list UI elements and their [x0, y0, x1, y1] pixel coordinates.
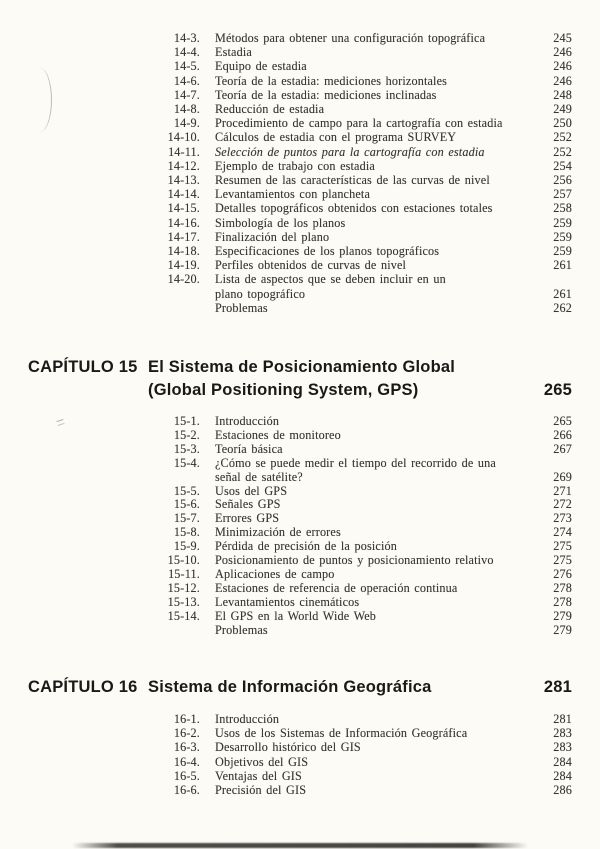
chapter-16-entries — [140, 712, 572, 797]
entry-title-line1: Cálculos de estadia con el programa SURVEY — [215, 130, 457, 145]
entry-title — [215, 301, 538, 315]
entry-title-line1: Problemas — [215, 622, 268, 637]
entry-page-number: 278 — [553, 594, 572, 609]
entry-title-line1: Errores GPS — [215, 511, 280, 526]
entry-title — [215, 201, 538, 215]
entry-number: 15-11. — [168, 566, 200, 581]
entry-title — [215, 443, 538, 457]
entry-title-line1: Precisión del GIS — [215, 783, 307, 798]
chapter-16-title — [148, 676, 532, 699]
entry-title — [215, 624, 538, 638]
entry-page-number: 252 — [553, 144, 572, 159]
toc-entry-row — [140, 596, 572, 610]
entry-title-line1: Estadia — [215, 45, 252, 60]
entry-page-number: 274 — [553, 525, 572, 540]
entry-page-number: 272 — [553, 497, 572, 512]
chapter-15-title-line2: (Global Positioning System, GPS) — [148, 381, 419, 399]
entry-title — [215, 726, 538, 740]
entry-title-line1: Teoría básica — [215, 441, 283, 456]
toc-entry-row — [140, 568, 572, 582]
entry-title — [215, 596, 538, 610]
page-bottom-scan-shadow — [72, 843, 528, 848]
entry-number: 16-2. — [173, 726, 200, 741]
entry-page-number: 252 — [553, 130, 572, 145]
entry-page-number: 259 — [553, 244, 572, 259]
entry-title-line1: Detalles topográficos obtenidos con estaciones totales — [215, 201, 493, 216]
entry-number: 14-8. — [173, 102, 200, 117]
entry-title-line1: Objetivos del GIS — [215, 754, 309, 769]
entry-number: 16-3. — [173, 740, 200, 755]
entry-title — [215, 45, 538, 59]
entry-title-line1: Problemas — [215, 300, 268, 315]
entry-title — [215, 783, 538, 797]
entry-title — [215, 159, 538, 173]
entry-number: 14-6. — [173, 73, 200, 88]
entry-title-line1: Métodos para obtener una configuración topográfica — [215, 31, 486, 45]
entry-title-line1: Ventajas del GIS — [215, 768, 302, 783]
entry-title — [215, 429, 538, 443]
entry-page-number: 262 — [553, 300, 572, 315]
chapter-15-entries — [140, 415, 572, 638]
entry-page-number: 284 — [553, 754, 572, 769]
entry-title-line1: Usos del GPS — [215, 483, 288, 498]
entry-title-line1: Procedimiento de campo para la cartografía con estadia — [215, 116, 503, 131]
entry-title-line1: Teoría de la estadia: mediciones horizontales — [215, 73, 448, 88]
entry-title-line1: Equipo de estadia — [215, 59, 307, 74]
toc-entry-row — [140, 582, 572, 596]
entry-number: 15-14. — [167, 608, 200, 623]
entry-title-line1: Especificaciones de los planos topográficos — [215, 244, 440, 259]
entry-title — [215, 187, 538, 201]
entry-title-line1: Estaciones de referencia de operación continua — [215, 580, 458, 595]
entry-number: 15-5. — [173, 483, 200, 498]
chapter-16-label: CAPÍTULO 16 — [28, 678, 138, 696]
entry-title — [215, 769, 538, 783]
entry-title — [215, 582, 538, 596]
scan-curve-artifact — [28, 68, 52, 132]
entry-page-number: 283 — [553, 726, 572, 741]
chapter-16-page-number: 281 — [543, 678, 572, 696]
entry-title-line1: Ejemplo de trabajo con estadia — [215, 158, 375, 173]
entry-title-line1: Minimización de errores — [215, 525, 341, 540]
toc-entry-row — [140, 783, 572, 797]
entry-title — [215, 712, 538, 726]
chapter-15-page-number: 265 — [543, 381, 572, 399]
entry-number: 15-9. — [173, 539, 200, 554]
entry-page-number: 261 — [553, 258, 572, 273]
entry-title-line2: plano topográfico — [215, 286, 306, 301]
toc-entry-row — [140, 740, 572, 754]
entry-number: 14-12. — [167, 158, 200, 173]
chapter-15-label: CAPÍTULO 15 — [28, 358, 138, 376]
entry-number: 15-2. — [173, 427, 200, 442]
entry-number: 15-10. — [167, 553, 200, 568]
entry-page-number: 266 — [553, 427, 572, 442]
toc-entry-row — [140, 498, 572, 512]
entry-title — [215, 145, 538, 159]
entry-number: 16-6. — [173, 783, 200, 798]
toc-entry-row — [140, 31, 572, 45]
entry-title — [215, 568, 538, 582]
entry-page-number: 254 — [553, 158, 572, 173]
entry-number: 14-10. — [167, 130, 200, 145]
entry-page-number: 279 — [553, 608, 572, 623]
chapter-15-title-line1: El Sistema de Posicionamiento Global — [148, 358, 456, 376]
entry-page-number: 276 — [553, 566, 572, 581]
entry-title-line1: Reducción de estadia — [215, 102, 325, 117]
entry-number: 14-15. — [167, 201, 200, 216]
toc-entry-row — [140, 443, 572, 457]
entry-number: 16-1. — [173, 712, 200, 726]
entry-number: 15-4. — [173, 455, 200, 470]
entry-number: 14-16. — [167, 215, 200, 230]
entry-page-number: 246 — [553, 59, 572, 74]
entry-number: 16-4. — [173, 754, 200, 769]
entry-number: 14-19. — [167, 258, 200, 273]
entry-number: 15-1. — [173, 414, 200, 428]
entry-page-number: 261 — [553, 286, 572, 301]
entry-page-number: 286 — [553, 783, 572, 798]
toc-entry-row — [140, 159, 572, 173]
entry-number: 14-4. — [173, 45, 200, 60]
entry-title — [215, 740, 538, 754]
entry-title — [215, 554, 538, 568]
entry-number: 15-3. — [173, 441, 200, 456]
toc-entry-row — [140, 624, 572, 638]
entry-page-number: 279 — [553, 622, 572, 637]
entry-number: 16-5. — [173, 768, 200, 783]
entry-page-number: 257 — [553, 187, 572, 202]
entry-page-number: 256 — [553, 173, 572, 188]
entry-title-line1: Finalización del plano — [215, 229, 330, 244]
entry-title — [215, 130, 538, 144]
entry-title-line1: Lista de aspectos que se deben incluir en un — [215, 272, 446, 287]
entry-title-line1: Perfiles obtenidos de curvas de nivel — [215, 258, 407, 273]
entry-page-number: 283 — [553, 740, 572, 755]
entry-number: 14-20. — [167, 272, 200, 287]
entry-title-line1: Introducción — [215, 712, 280, 726]
entry-page-number: 284 — [553, 768, 572, 783]
toc-entry-row — [140, 59, 572, 73]
toc-entry-row — [140, 258, 572, 272]
toc-entry-row — [140, 712, 572, 726]
entry-page-number: 275 — [553, 553, 572, 568]
entry-number: 14-9. — [173, 116, 200, 131]
entry-title — [215, 116, 538, 130]
entry-page-number: 278 — [553, 580, 572, 595]
entry-title — [215, 526, 538, 540]
entry-title-line1: Estaciones de monitoreo — [215, 427, 341, 442]
entry-title — [215, 173, 538, 187]
entry-title-line1: Resumen de las características de las curvas de nivel — [215, 173, 490, 188]
chapter-15-heading — [28, 356, 572, 402]
entry-page-number: 259 — [553, 215, 572, 230]
entry-title — [215, 610, 538, 624]
entry-title — [215, 540, 538, 554]
toc-entry-row — [140, 485, 572, 499]
entry-title-line1: Aplicaciones de campo — [215, 566, 335, 581]
entry-title-line1: Selección de puntos para la cartografía con estadia — [215, 144, 485, 159]
toc-entry-row — [140, 145, 572, 159]
toc-entry-row — [140, 230, 572, 244]
toc-entry-row — [140, 726, 572, 740]
entry-page-number: 281 — [553, 712, 572, 726]
entry-title — [215, 272, 538, 300]
entry-title — [215, 74, 538, 88]
entry-page-number: 273 — [553, 511, 572, 526]
entry-page-number: 246 — [553, 45, 572, 60]
toc-entry-row — [140, 45, 572, 59]
entry-title — [215, 415, 538, 429]
toc-entry-row — [140, 173, 572, 187]
entry-page-number: 259 — [553, 229, 572, 244]
chapter-16-heading — [28, 676, 572, 699]
entry-page-number: 267 — [553, 441, 572, 456]
toc-entry-row — [140, 116, 572, 130]
entry-number: 14-17. — [167, 229, 200, 244]
toc-entry-row — [140, 415, 572, 429]
entry-title — [215, 755, 538, 769]
toc-entry-row — [140, 301, 572, 315]
toc-entry-row — [140, 130, 572, 144]
entry-number: 15-8. — [173, 525, 200, 540]
entry-title-line1: Posicionamiento de puntos y posicionamiento relativo — [215, 553, 494, 568]
toc-entry-row — [140, 554, 572, 568]
entry-title-line1: Pérdida de precisión de la posición — [215, 539, 397, 554]
entry-title-line1: El GPS en la World Wide Web — [215, 608, 377, 623]
toc-entry-row — [140, 526, 572, 540]
toc-entry-row — [140, 102, 572, 116]
entry-title — [215, 59, 538, 73]
entry-title-line1: ¿Cómo se puede medir el tiempo del recorrido de una — [215, 455, 496, 470]
entry-page-number: 246 — [553, 73, 572, 88]
entry-page-number: 258 — [553, 201, 572, 216]
entry-number: 14-18. — [167, 244, 200, 259]
entry-title-line1: Usos de los Sistemas de Información Geográfica — [215, 726, 468, 741]
entry-page-number: 250 — [553, 116, 572, 131]
toc-entry-row — [140, 755, 572, 769]
toc-entry-row — [140, 216, 572, 230]
entry-number: 14-7. — [173, 87, 200, 102]
entry-title-line1: Levantamientos cinemáticos — [215, 594, 360, 609]
entry-title — [215, 230, 538, 244]
toc-entry-row — [140, 457, 572, 485]
toc-entry-row — [140, 540, 572, 554]
entry-title — [215, 258, 538, 272]
entry-number: 15-6. — [173, 497, 200, 512]
chapter-15-title — [148, 356, 532, 402]
entry-title-line1: Señales GPS — [215, 497, 281, 512]
chapter-14-entries — [140, 31, 572, 315]
entry-number: 15-7. — [173, 511, 200, 526]
entry-title — [215, 31, 538, 45]
toc-entry-row — [140, 201, 572, 215]
entry-title-line1: Teoría de la estadia: mediciones inclinadas — [215, 87, 437, 102]
toc-entry-row — [140, 244, 572, 258]
entry-page-number: 275 — [553, 539, 572, 554]
entry-title — [215, 457, 538, 485]
entry-title-line1: Simbología de los planos — [215, 215, 346, 230]
toc-entry-row — [140, 512, 572, 526]
entry-number: 14-3. — [173, 31, 200, 45]
entry-title-line1: Introducción — [215, 414, 280, 428]
toc-entry-row — [140, 610, 572, 624]
toc-entry-row — [140, 272, 572, 300]
toc-entry-row — [140, 429, 572, 443]
entry-page-number: 248 — [553, 87, 572, 102]
chapter-16-title-line1: Sistema de Información Geográfica — [148, 678, 432, 696]
entry-title-line2: señal de satélite? — [215, 469, 303, 484]
entry-title — [215, 102, 538, 116]
entry-number: 14-14. — [167, 187, 200, 202]
entry-number: 15-12. — [167, 580, 200, 595]
toc-entry-row — [140, 88, 572, 102]
toc-entry-row — [140, 769, 572, 783]
entry-page-number: 269 — [553, 469, 572, 484]
entry-number: 14-5. — [173, 59, 200, 74]
entry-title — [215, 498, 538, 512]
scan-smudge-artifact — [56, 419, 64, 426]
entry-page-number: 249 — [553, 102, 572, 117]
entry-number: 15-13. — [167, 594, 200, 609]
entry-title — [215, 88, 538, 102]
entry-number: 14-13. — [167, 173, 200, 188]
entry-title — [215, 512, 538, 526]
entry-title — [215, 485, 538, 499]
entry-number: 14-11. — [168, 144, 200, 159]
entry-title-line1: Desarrollo histórico del GIS — [215, 740, 361, 755]
entry-page-number: 265 — [553, 414, 572, 428]
entry-title-line1: Levantamientos con plancheta — [215, 187, 371, 202]
entry-title — [215, 216, 538, 230]
toc-entry-row — [140, 74, 572, 88]
entry-page-number: 245 — [553, 31, 572, 45]
entry-page-number: 271 — [553, 483, 572, 498]
entry-title — [215, 244, 538, 258]
toc-entry-row — [140, 187, 572, 201]
